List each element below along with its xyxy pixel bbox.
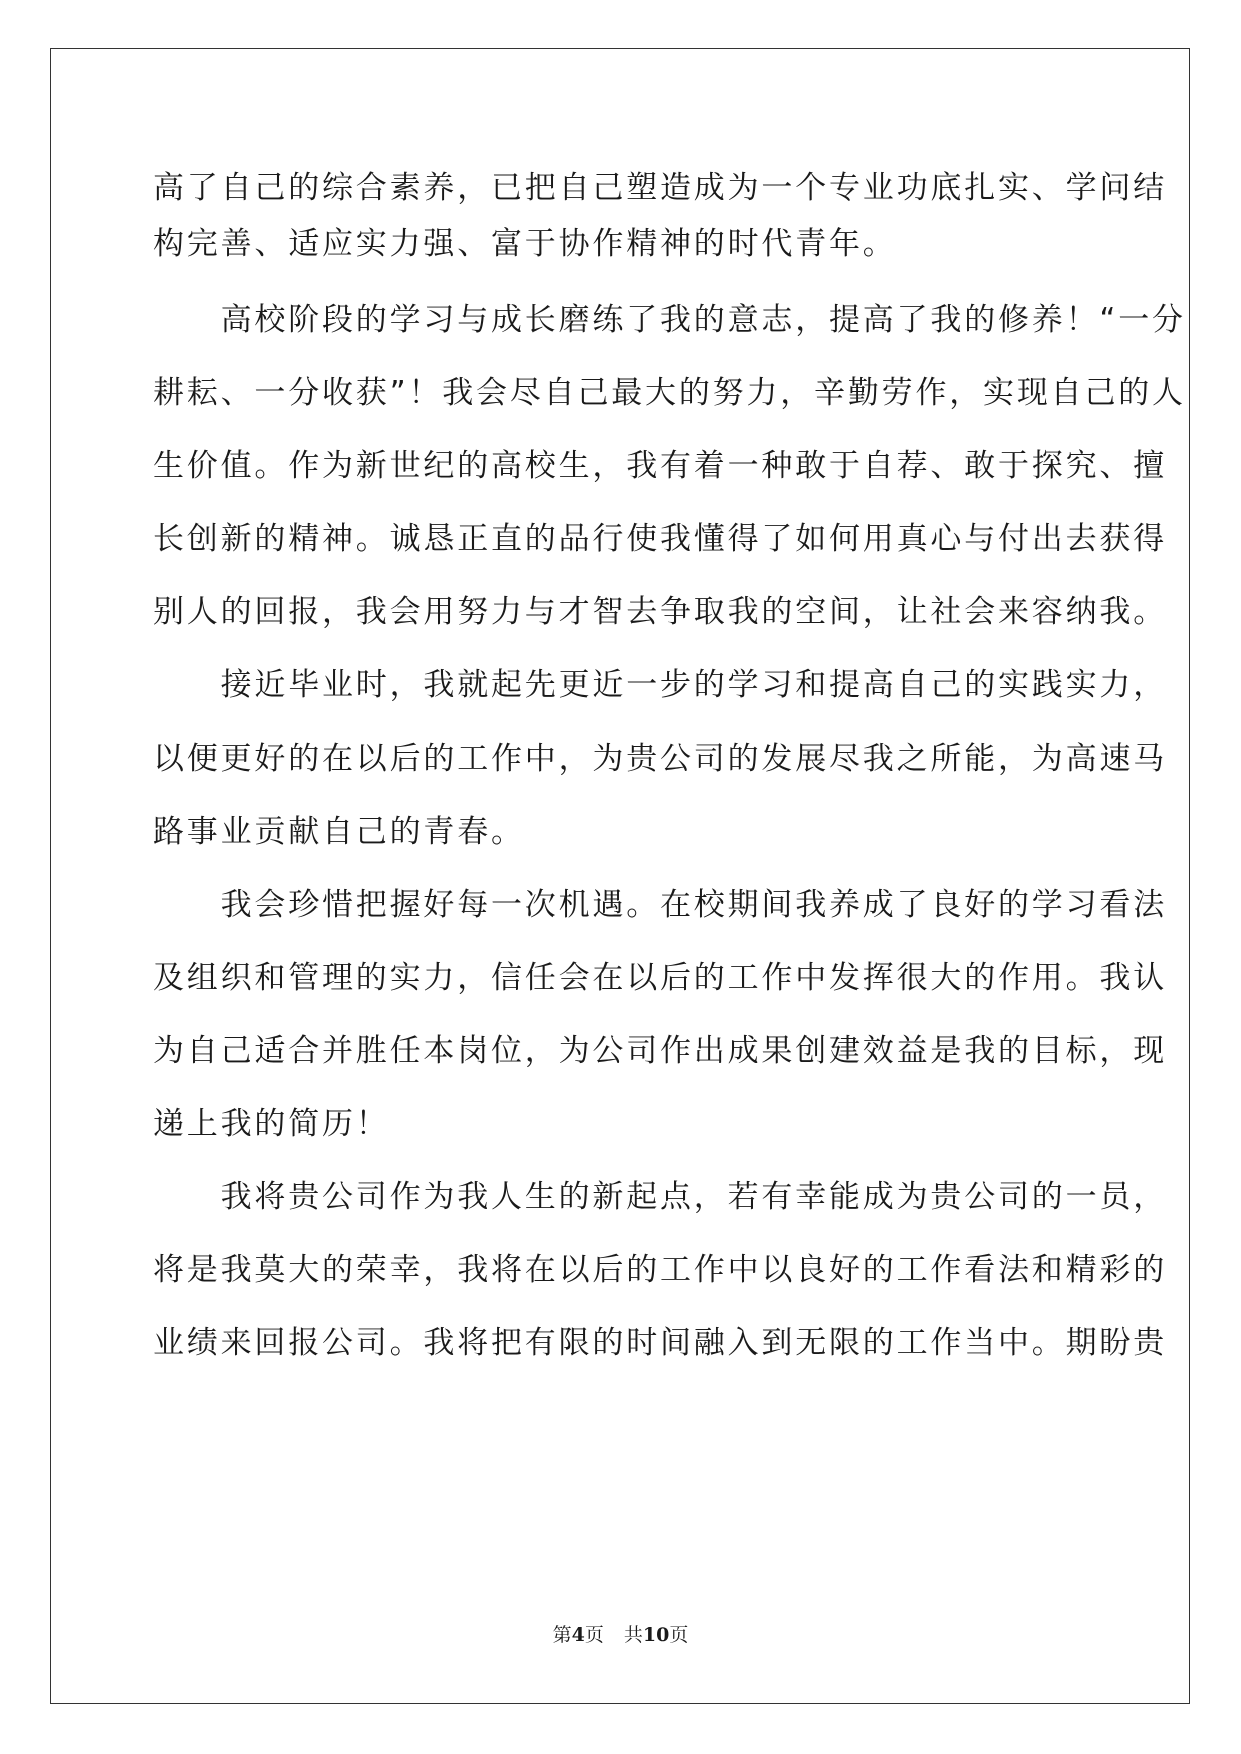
- text-line: 我将贵公司作为我人生的新起点，若有幸能成为贵公司的一员，: [153, 1179, 1167, 1215]
- footer-total-suffix: 页: [669, 1624, 689, 1646]
- text-line: 构完善、适应实力强、富于协作精神的时代青年。: [153, 226, 897, 262]
- footer-total-prefix: 共: [623, 1624, 643, 1646]
- page-number: 4: [571, 1624, 585, 1646]
- text-line: 接近毕业时，我就起先更近一步的学习和提高自己的实践实力，: [153, 667, 1167, 703]
- text-line: 以便更好的在以后的工作中，为贵公司的发展尽我之所能，为高速马: [153, 741, 1167, 777]
- text-line: 耕耘、一分收获”！我会尽自己最大的努力，辛勤劳作，实现自己的人: [153, 375, 1186, 411]
- footer-page-suffix: 页: [584, 1624, 604, 1646]
- text-line: 生价值。作为新世纪的高校生，我有着一种敢于自荐、敢于探究、擅: [153, 448, 1167, 484]
- text-line: 路事业贡献自己的青春。: [153, 814, 525, 850]
- page-footer: [0, 1622, 1241, 1648]
- text-line: 高校阶段的学习与成长磨练了我的意志，提高了我的修养！“一分: [153, 302, 1186, 338]
- text-line: 我会珍惜把握好每一次机遇。在校期间我养成了良好的学习看法: [153, 887, 1167, 923]
- text-line: 业绩来回报公司。我将把有限的时间融入到无限的工作当中。期盼贵: [153, 1325, 1167, 1361]
- total-pages: 10: [642, 1624, 670, 1646]
- text-line: 为自己适合并胜任本岗位，为公司作出成果创建效益是我的目标，现: [153, 1033, 1167, 1069]
- footer-prefix: 第: [552, 1624, 572, 1646]
- page-border: [50, 48, 1190, 1704]
- text-line: 及组织和管理的实力，信任会在以后的工作中发挥很大的作用。我认: [153, 960, 1167, 996]
- text-line: 将是我莫大的荣幸，我将在以后的工作中以良好的工作看法和精彩的: [153, 1252, 1167, 1288]
- text-line: 长创新的精神。诚恳正直的品行使我懂得了如何用真心与付出去获得: [153, 521, 1167, 557]
- text-line: 别人的回报，我会用努力与才智去争取我的空间，让社会来容纳我。: [153, 594, 1167, 630]
- text-line: 递上我的简历！: [153, 1106, 390, 1142]
- text-line: 高了自己的综合素养，已把自己塑造成为一个专业功底扎实、学问结: [153, 170, 1167, 206]
